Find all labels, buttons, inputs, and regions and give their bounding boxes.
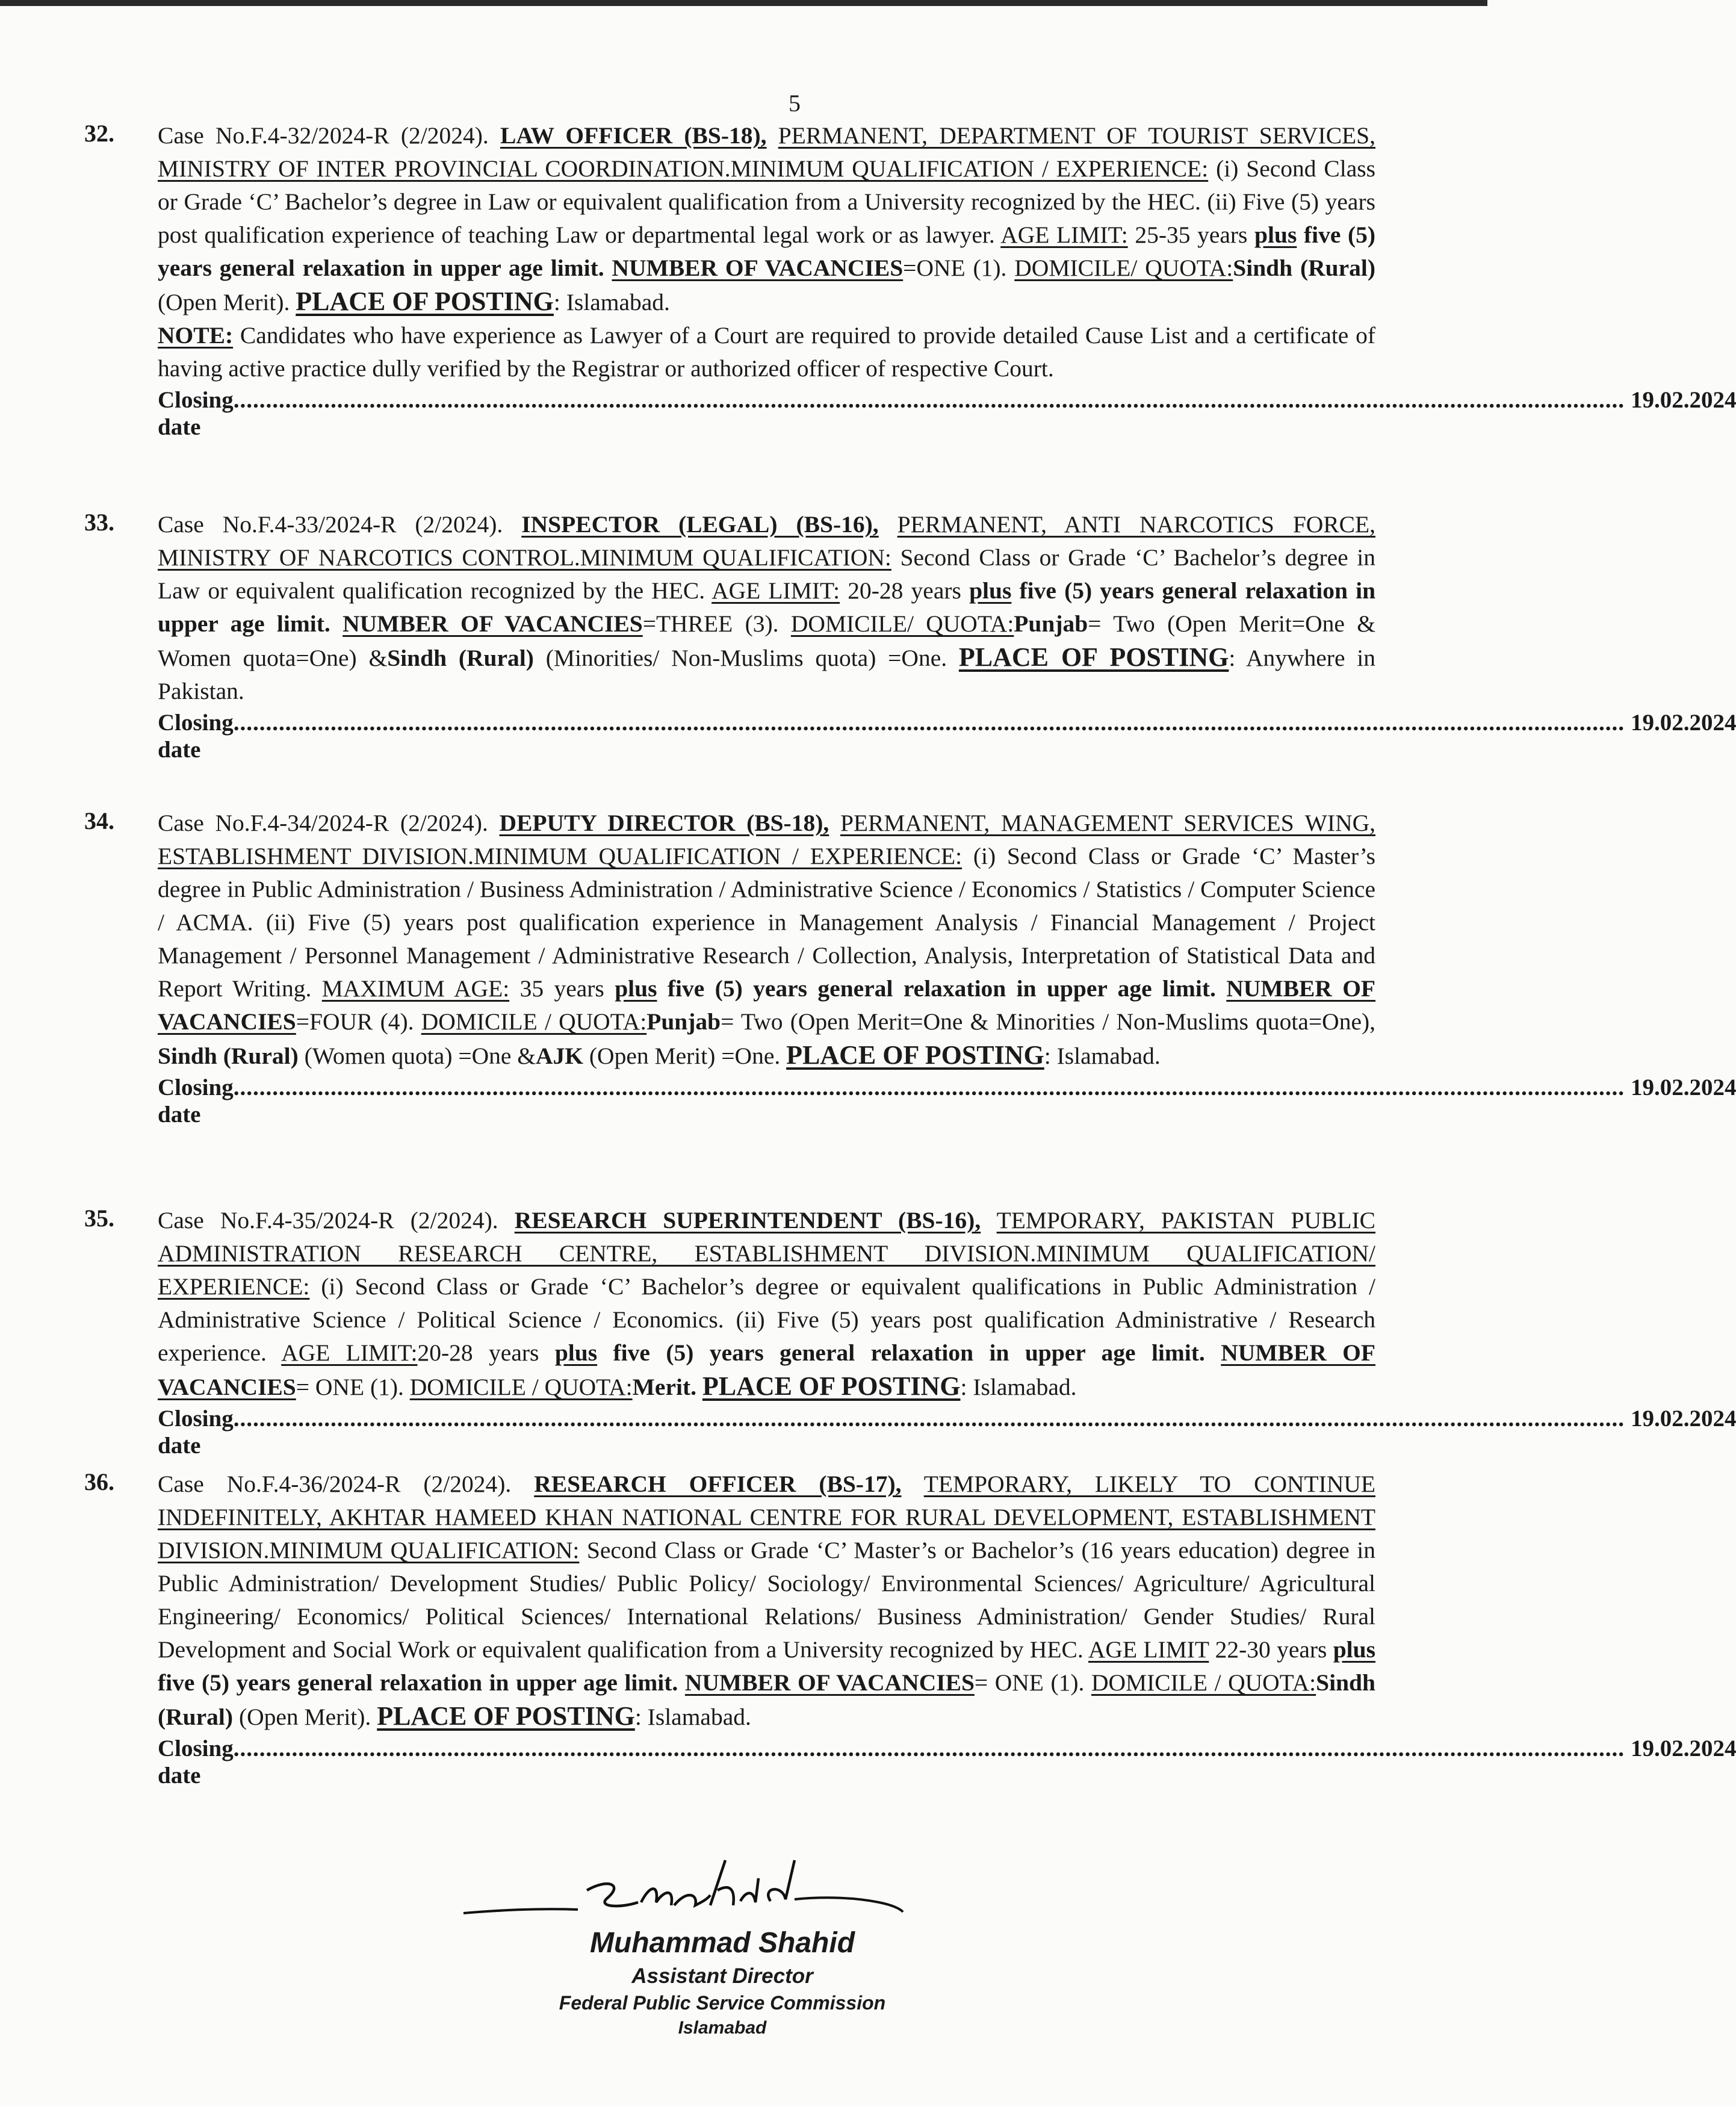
case-ref: Case No.F.4-36/2024-R (2/2024). (158, 1471, 512, 1497)
note-label: NOTE: (158, 322, 234, 349)
case-ref: Case No.F.4-35/2024-R (2/2024). (158, 1207, 498, 1233)
department: PERMANENT, DEPARTMENT OF TOURIST SERVICES, MINISTRY OF INTER PROVINCIAL COORDINATION.MINIMUM QUALIFICATION / EXPERIENCE: (158, 122, 1376, 182)
closing-row (158, 709, 1736, 763)
place-text: : Islamabad. (634, 1704, 751, 1730)
vacancies-label: NUMBER OF VACANCIES (343, 610, 643, 637)
domicile-text: = Two (Open Merit=One & Women quota=One) & (158, 610, 1376, 671)
qualification: (i) Second Class or Grade ‘C’ Master’s degree in Public Administration / Business Administration / Administrative Science / Economics / Statistics / Computer Science / ACMA. (ii) Five (5) years post qualification experience in Management Analysis / Financial Management / Project Management / Personnel Management / Administrative Research / Collection, Analysis, Interpretation of Statistical Data and Report Writing. (158, 843, 1375, 1002)
closing-row (158, 386, 1736, 441)
domicile-label: DOMICILE / QUOTA: (1091, 1669, 1316, 1696)
case-36 (84, 1468, 1736, 1789)
place-label: PLACE OF POSTING (702, 1371, 961, 1401)
case-body (158, 119, 1375, 385)
age-label: AGE LIMIT: (281, 1339, 418, 1366)
domicile-quota-3: AJK (536, 1043, 584, 1069)
age-text: 20-28 years (848, 577, 961, 604)
case-32 (84, 119, 1736, 441)
plus-word: plus (1333, 1636, 1375, 1663)
domicile-quota: Punjab (646, 1008, 721, 1035)
case-ref: Case No.F.4-33/2024-R (2/2024). (158, 511, 503, 538)
place-label: PLACE OF POSTING (296, 287, 554, 316)
domicile-quota: Sindh (Rural) (158, 1669, 1375, 1730)
age-label: AGE LIMIT: (711, 577, 840, 604)
signatory-title: Assistant Director (631, 1964, 813, 1988)
plus-word: plus (969, 577, 1012, 604)
place-text: : Islamabad. (1044, 1043, 1161, 1069)
department: TEMPORARY, LIKELY TO CONTINUE INDEFINITELY, AKHTAR HAMEED KHAN NATIONAL CENTRE FOR RURAL DEVELOPMENT, ESTABLISHMENT DIVISION.MINIMUM QUALIFICATION: (158, 1471, 1376, 1563)
qualification: Second Class or Grade ‘C’ Master’s or Bachelor’s (16 years education) degree in Public Administration/ Development Studies/ Public Policy/ Sociology/ Environmental Sciences/ Agriculture/ Agricultural Engineering/ Economics/ Political Sciences/ International Relations/ Business Administration/ Gender Studies/ Rural Development and Social Work or equivalent qualification from a University recognized by HEC. (158, 1537, 1376, 1663)
note-text: Candidates who have experience as Lawyer of a Court are required to provide detailed Cause List and a certificate of having active practice dully verified by the Registrar or authorized officer of respective Court. (158, 322, 1375, 382)
post-title: INSPECTOR (LEGAL) (BS-16), (521, 511, 879, 538)
place-text: : Islamabad. (960, 1374, 1077, 1400)
department: TEMPORARY, PAKISTAN PUBLIC ADMINISTRATION RESEARCH CENTRE, ESTABLISHMENT DIVISION.MINIMUM QUALIFICATION/ EXPERIENCE: (158, 1207, 1376, 1300)
closing-row (158, 1405, 1736, 1459)
case-number: 33. (84, 509, 114, 536)
closing-date: 19.02.2024 (1630, 387, 1736, 413)
plus-word: plus (615, 975, 657, 1002)
dot-leader: ....................................................................................................................................................................................................................... (233, 1406, 1625, 1432)
vacancies-label: NUMBER OF VACANCIES (684, 1669, 975, 1696)
vacancies-text: = ONE (1). (296, 1374, 404, 1400)
closing-date: 19.02.2024 (1630, 1406, 1736, 1432)
domicile-text: (Open Merit). (158, 289, 290, 315)
age-text: 20-28 years (417, 1339, 539, 1366)
domicile-label: DOMICILE/ QUOTA: (1014, 255, 1233, 281)
domicile-text: = Two (Open Merit=One & Minorities / Non-Muslims quota=One), (721, 1008, 1375, 1035)
domicile-text-2: (Women quota) =One & (304, 1043, 536, 1069)
handwritten-signature (457, 1842, 951, 1938)
relaxation: five (5) years general relaxation in upper age limit. (158, 577, 1376, 637)
post-title: LAW OFFICER (BS-18), (500, 122, 767, 149)
case-34 (84, 807, 1736, 1128)
closing-label: Closing date (158, 1406, 234, 1459)
relaxation: five (5) years general relaxation in upper age limit. (613, 1339, 1205, 1366)
relaxation: five (5) years general relaxation in upper age limit. (667, 975, 1216, 1002)
closing-label: Closing date (158, 1075, 234, 1128)
domicile-text-2: (Minorities/ Non-Muslims quota) =One. (545, 645, 947, 671)
case-35 (84, 1204, 1736, 1459)
post-title: DEPUTY DIRECTOR (BS-18), (499, 810, 829, 836)
department: PERMANENT, ANTI NARCOTICS FORCE, MINISTRY OF NARCOTICS CONTROL.MINIMUM QUALIFICATION: (158, 511, 1376, 571)
closing-date: 19.02.2024 (1630, 1075, 1736, 1100)
closing-date: 19.02.2024 (1630, 1736, 1736, 1761)
case-ref: Case No.F.4-34/2024-R (2/2024). (158, 810, 488, 836)
age-text: 22-30 years (1215, 1636, 1327, 1663)
domicile-text: (Open Merit). (238, 1704, 371, 1730)
case-number: 32. (84, 120, 114, 147)
age-label: AGE LIMIT (1088, 1636, 1209, 1663)
vacancies-text: =THREE (3). (642, 610, 779, 637)
case-body (158, 1468, 1375, 1734)
case-body (158, 807, 1375, 1073)
domicile-quota: Punjab (1014, 610, 1088, 637)
domicile-quota-2: Sindh (Rural) (387, 645, 534, 671)
signatory-organization: Federal Public Service Commission (559, 1992, 886, 2014)
age-label: AGE LIMIT: (1000, 222, 1128, 248)
case-body (158, 508, 1375, 708)
dot-leader: ....................................................................................................................................................................................................................... (233, 1075, 1625, 1100)
closing-label: Closing date (158, 710, 234, 763)
signature-block (494, 1926, 951, 2038)
relaxation: five (5) years general relaxation in upper age limit. (158, 222, 1376, 281)
place-text: : Anywhere in Pakistan. (158, 645, 1375, 704)
page-number: 5 (789, 90, 801, 117)
relaxation: five (5) years general relaxation in upper age limit. (158, 1669, 678, 1696)
domicile-text-3: (Open Merit) =One. (589, 1043, 781, 1069)
case-number: 36. (84, 1468, 114, 1495)
closing-label: Closing date (158, 387, 234, 440)
place-label: PLACE OF POSTING (377, 1701, 635, 1731)
plus-word: plus (1254, 222, 1297, 248)
domicile-quota: Sindh (Rural) (1233, 255, 1376, 281)
domicile-label: DOMICILE/ QUOTA: (790, 610, 1014, 637)
age-text: 35 years (519, 975, 604, 1002)
case-ref: Case No.F.4-32/2024-R (2/2024). (158, 122, 489, 149)
domicile-label: DOMICILE / QUOTA: (421, 1008, 647, 1035)
case-33 (84, 508, 1736, 763)
dot-leader: ....................................................................................................................................................................................................................... (233, 710, 1625, 736)
closing-date: 19.02.2024 (1630, 710, 1736, 736)
vacancies-label: NUMBER OF VACANCIES (612, 255, 904, 281)
plus-word: plus (554, 1339, 598, 1366)
post-title: RESEARCH SUPERINTENDENT (BS-16), (514, 1207, 981, 1233)
top-border-line (0, 0, 1487, 6)
signatory-city: Islamabad (678, 2018, 767, 2038)
post-title: RESEARCH OFFICER (BS-17), (534, 1471, 902, 1497)
closing-row (158, 1735, 1736, 1789)
dot-leader: ....................................................................................................................................................................................................................... (233, 387, 1625, 413)
domicile-quota-2: Sindh (Rural) (158, 1043, 299, 1069)
case-body (158, 1204, 1375, 1404)
vacancies-text: =FOUR (4). (296, 1008, 414, 1035)
vacancies-text: = ONE (1). (974, 1669, 1085, 1696)
signatory-name: Muhammad Shahid (589, 1927, 855, 1959)
age-label: MAXIMUM AGE: (321, 975, 510, 1002)
age-text: 25-35 years (1135, 222, 1248, 248)
vacancies-label: NUMBER OF VACANCIES (158, 1339, 1376, 1400)
qualification: (i) Second Class or Grade ‘C’ Bachelor’s degree in Law or equivalent qualification from a University recognized by the HEC. (ii) Five (5) years post qualification experience of teaching Law or departmental legal work or as lawyer. (158, 155, 1375, 248)
closing-row (158, 1074, 1736, 1128)
closing-label: Closing date (158, 1736, 234, 1789)
department: PERMANENT, MANAGEMENT SERVICES WING, ESTABLISHMENT DIVISION.MINIMUM QUALIFICATION / EXPERIENCE: (158, 810, 1376, 869)
qualification: (i) Second Class or Grade ‘C’ Bachelor’s degree or equivalent qualifications in Public Administration / Administrative Science / Political Science / Economics. (ii) Five (5) years post qualification Administrative / Research experience. (158, 1273, 1375, 1366)
vacancies-text: =ONE (1). (903, 255, 1007, 281)
case-number: 34. (84, 807, 114, 834)
dot-leader: ....................................................................................................................................................................................................................... (233, 1736, 1625, 1761)
qualification: Second Class or Grade ‘C’ Bachelor’s degree in Law or equivalent qualification recognized by the HEC. (158, 544, 1376, 604)
place-label: PLACE OF POSTING (958, 642, 1229, 672)
domicile-label: DOMICILE / QUOTA: (409, 1374, 633, 1400)
case-number: 35. (84, 1205, 114, 1232)
domicile-quota: Merit. (632, 1374, 696, 1400)
vacancies-label: NUMBER OF VACANCIES (158, 975, 1376, 1035)
place-text: : Islamabad. (553, 289, 670, 315)
place-label: PLACE OF POSTING (786, 1040, 1044, 1070)
